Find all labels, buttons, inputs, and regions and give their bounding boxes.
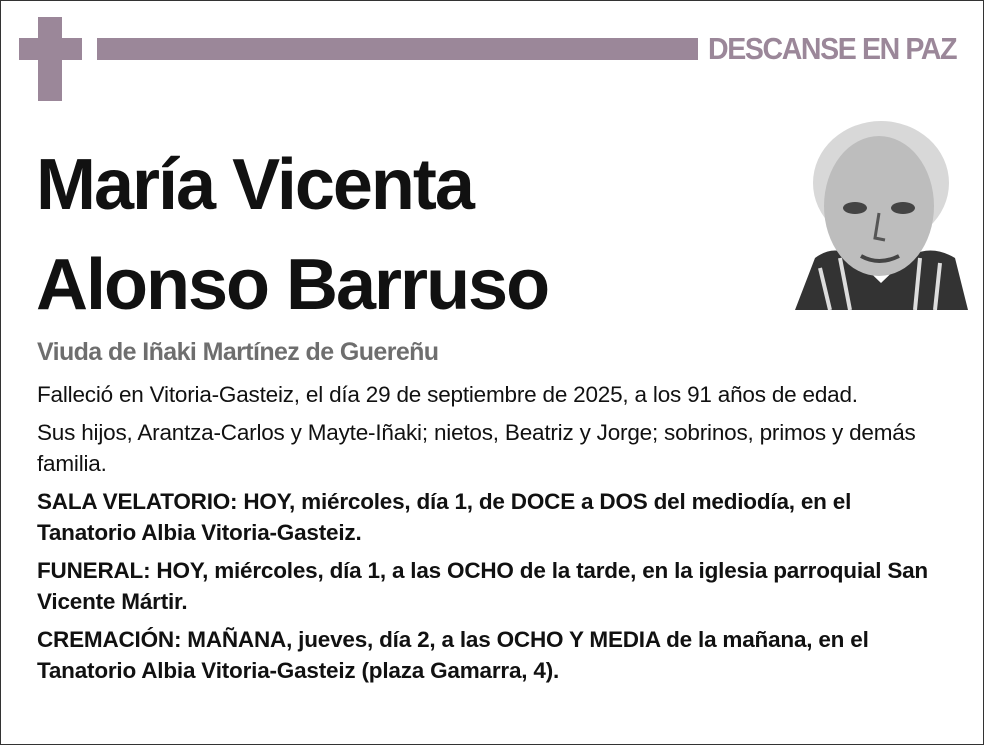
deceased-name xyxy=(36,135,548,335)
widow-of: Viuda de Iñaki Martínez de Guereñu xyxy=(37,338,439,366)
family-notice: Sus hijos, Arantza-Carlos y Mayte-Iñaki; nietos, Beatriz y Jorge; sobrinos, primos y demás familia. xyxy=(37,420,916,476)
obituary-body xyxy=(37,379,937,693)
funeral-notice: FUNERAL: HOY, miércoles, día 1, a las OCHO de la tarde, en la iglesia parroquial San Vicente Mártir. xyxy=(37,558,928,614)
portrait-photo xyxy=(795,108,968,310)
cross-icon-arm xyxy=(19,38,82,60)
death-notice: Falleció en Vitoria-Gasteiz, el día 29 de septiembre de 2025, a los 91 años de edad. xyxy=(37,382,858,407)
wake-notice: SALA VELATORIO: HOY, miércoles, día 1, de DOCE a DOS del mediodía, en el Tanatorio Albia Vitoria-Gasteiz. xyxy=(37,489,852,545)
cremation-notice: CREMACIÓN: MAÑANA, jueves, día 2, a las OCHO Y MEDIA de la mañana, en el Tanatorio Albia Vitoria-Gasteiz (plaza Gamarra, 4). xyxy=(37,627,869,683)
header-bar xyxy=(97,38,698,60)
name-line-2: Alonso Barruso xyxy=(36,245,549,325)
header-label: DESCANSE EN PAZ xyxy=(708,31,957,66)
name-line-1: María Vicenta xyxy=(36,145,473,225)
